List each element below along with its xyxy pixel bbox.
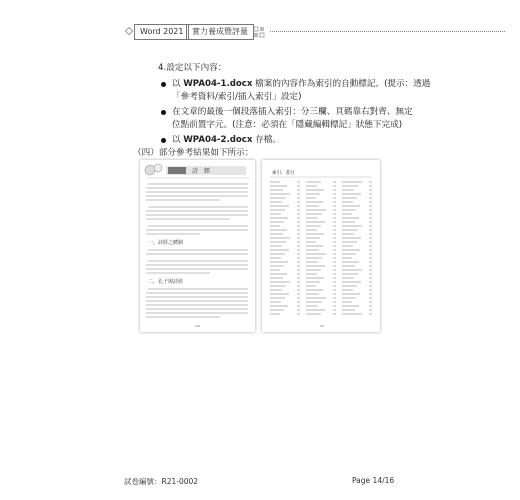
bullet-filename: WPA04-1.docx [183, 79, 253, 89]
preview-left-heading-1: 一、詩經之體制 [148, 240, 184, 246]
header-ornament-icon [253, 26, 265, 38]
step-heading: 4.設定以下內容： [158, 63, 227, 73]
preview-banner-title: 詩 經 [192, 168, 211, 175]
header-dotted-rule [270, 31, 505, 32]
bullet-filename: WPA04-2.docx [183, 135, 253, 145]
bullet-text: 存檔。 [252, 135, 281, 145]
bullet-item-2 [158, 106, 503, 132]
header-diamond-icon [125, 27, 133, 35]
step-bullet-list [158, 78, 503, 147]
preview-right-drawing [262, 160, 380, 332]
bullet-text: 在文章的最後一個段落插入索引：分三欄、頁碼靠右對齊、無定 [172, 107, 413, 117]
bullet-text: 以 [172, 135, 184, 145]
result-preview-right-page [262, 160, 380, 332]
bullet-item-1 [158, 78, 503, 104]
instruction-block [158, 62, 503, 149]
header-product-label: Word 2021 [134, 24, 189, 40]
exam-code: 試卷編號：R21-0002 [124, 477, 199, 486]
result-preview-left-page [140, 160, 255, 332]
preview-index-title: 索引．書目 [272, 171, 295, 176]
bullet-continuation: 「參考資料/索引/插入索引」設定) [172, 92, 302, 102]
header-book-title: 實力養成暨評量 [186, 24, 254, 40]
bullet-text: 以 [172, 79, 184, 89]
page-number: Page 14/16 [352, 476, 395, 485]
preview-left-drawing [140, 160, 255, 332]
preview-left-heading-2: 二、孔子與詩經 [148, 279, 184, 285]
bullet-continuation: 位點前置字元。(注意：必須在「隱藏編輯標記」狀態下完成) [172, 120, 403, 130]
bullet-text: 檔案的內容作為索引的自動標記。(提示：透過 [252, 79, 431, 89]
page-header [120, 23, 520, 41]
section-heading: （四）部分參考結果如下所示： [133, 148, 254, 158]
